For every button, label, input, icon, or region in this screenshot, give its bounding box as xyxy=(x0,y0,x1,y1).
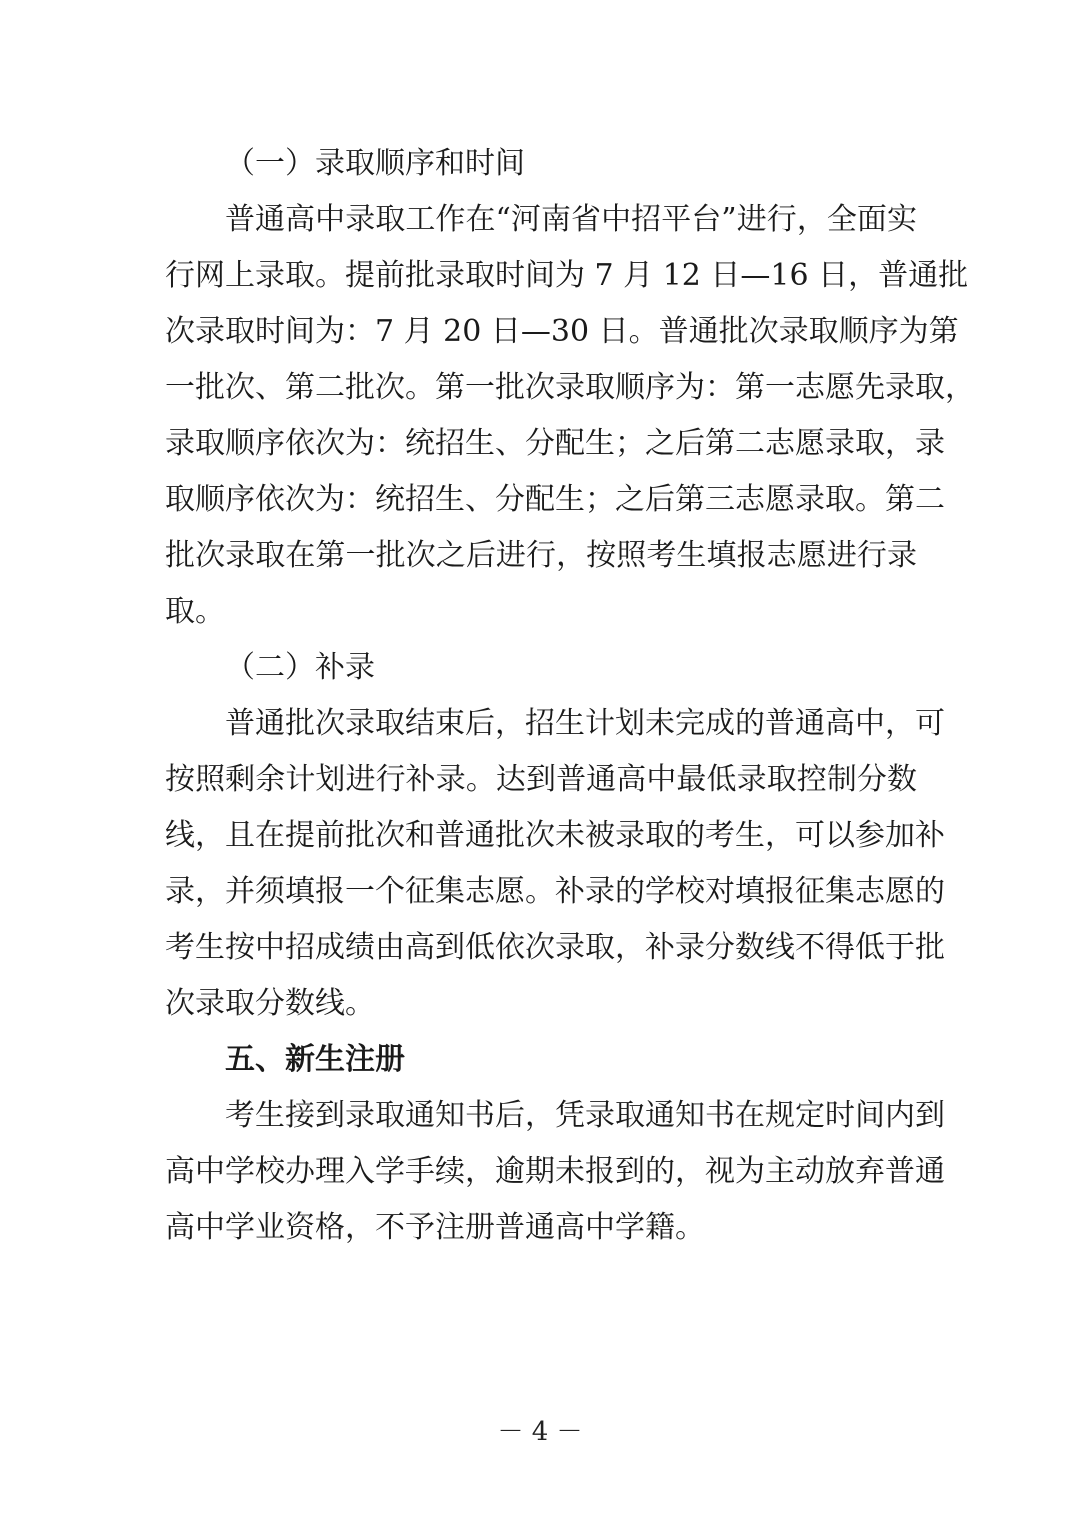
paragraph-line: 普通批次录取结束后，招生计划未完成的普通高中，可 xyxy=(225,706,945,741)
paragraph-line: 高中学校办理入学手续，逾期未报到的，视为主动放弃普通 xyxy=(165,1154,945,1189)
paragraph-line: 一批次、第二批次。第一批次录取顺序为：第一志愿先录取， xyxy=(165,370,975,405)
paragraph-line: 批次录取在第一批次之后进行，按照考生填报志愿进行录 xyxy=(165,538,917,573)
paragraph-line: 取。 xyxy=(165,594,225,629)
paragraph-line: 高中学业资格，不予注册普通高中学籍。 xyxy=(165,1210,705,1245)
paragraph-line: 次录取时间为：7 月 20 日—30 日。普通批次录取顺序为第 xyxy=(165,314,959,349)
paragraph-line: 录，并须填报一个征集志愿。补录的学校对填报征集志愿的 xyxy=(165,874,945,909)
paragraph-line: 取顺序依次为：统招生、分配生；之后第三志愿录取。第二 xyxy=(165,482,945,517)
paragraph-line: 线，且在提前批次和普通批次未被录取的考生，可以参加补 xyxy=(165,818,945,853)
section-heading-registration: 五、新生注册 xyxy=(225,1042,405,1077)
paragraph-line: 次录取分数线。 xyxy=(165,986,375,1021)
paragraph-line: 考生按中招成绩由高到低依次录取，补录分数线不得低于批 xyxy=(165,930,945,965)
paragraph-line: 录取顺序依次为：统招生、分配生；之后第二志愿录取，录 xyxy=(165,426,945,461)
page-number: － 4 － xyxy=(497,1417,583,1447)
paragraph-line: 普通高中录取工作在“河南省中招平台”进行，全面实 xyxy=(225,202,917,237)
paragraph-line: 行网上录取。提前批录取时间为 7 月 12 日—16 日，普通批 xyxy=(165,258,969,293)
paragraph-line: 按照剩余计划进行补录。达到普通高中最低录取控制分数 xyxy=(165,762,917,797)
section-heading-admission-order: （一）录取顺序和时间 xyxy=(225,146,525,181)
paragraph-line: 考生接到录取通知书后，凭录取通知书在规定时间内到 xyxy=(225,1098,945,1133)
section-heading-supplementary: （二）补录 xyxy=(225,650,375,685)
